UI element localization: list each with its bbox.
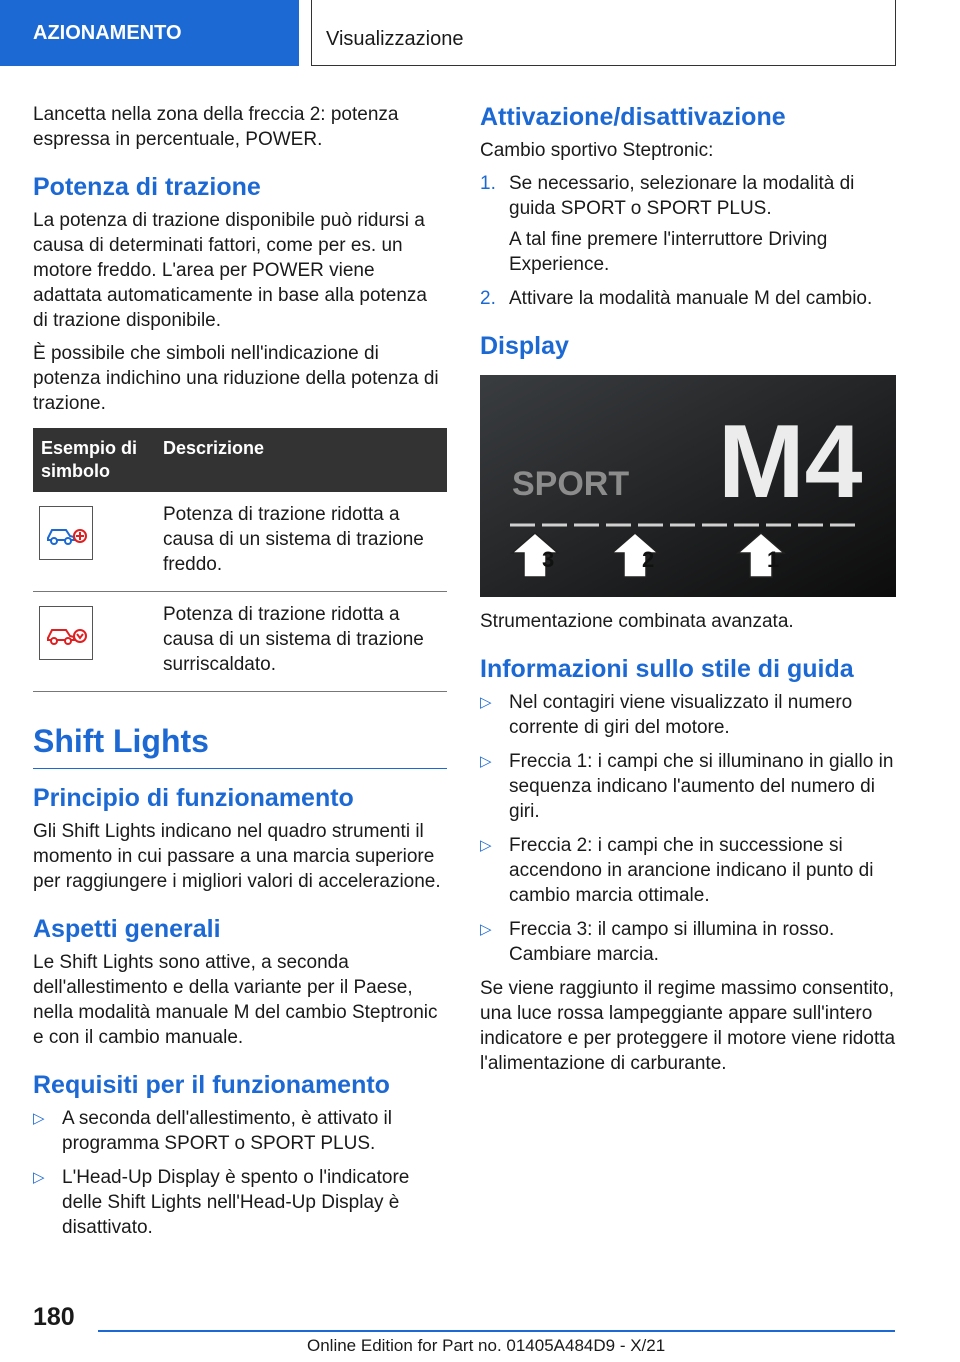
symbol-cell	[33, 492, 155, 592]
principle-paragraph: Gli Shift Lights indicano nel quadro strumenti il momento in cui passare a una marcia superiore per raggiungere i migliori valori di accelerazione.	[33, 821, 441, 892]
triangle-bullet-icon: ▷	[480, 753, 492, 770]
section-header	[311, 0, 896, 66]
figure-caption: Strumentazione combinata avanzata.	[480, 611, 794, 632]
section-title: Visualizzazione	[326, 28, 464, 50]
description-cell: Potenza di trazione ridotta a causa di un sistema di trazione surriscaldato.	[155, 592, 447, 692]
step-number: 1.	[480, 173, 496, 194]
heading-display: Display	[480, 332, 569, 360]
list-item: ▷ Freccia 2: i campi che in successione si accendono in arancione indicano il punto di cambio marcia ottimale.	[480, 835, 874, 906]
step-text: Attivare la modalità manuale M del cambio.	[509, 288, 873, 309]
step-number: 2.	[480, 288, 496, 309]
heading-requirements: Requisiti per il funzionamento	[33, 1071, 390, 1099]
list-item	[480, 171, 896, 277]
symbol-table	[33, 428, 447, 692]
traction-paragraph-1: La potenza di trazione disponibile può ridursi a causa di determinati fattori, come per es. un motore freddo. L'area per POWER viene adattata automaticamente in base alla potenza di trazione disponibile.	[33, 210, 427, 331]
edition-note: Online Edition for Part no. 01405A484D9 - X/21	[307, 1336, 666, 1355]
step-text: Se necessario, selezionare la modalità di guida SPORT o SPORT PLUS.	[509, 173, 855, 219]
list-item	[480, 286, 896, 311]
traction-paragraph-2: È possibile che simboli nell'indicazione di potenza indichino una riduzione della potenza di trazione.	[33, 343, 439, 414]
left-column	[33, 102, 447, 1249]
car-hot-warning-icon	[39, 606, 93, 660]
steps-list	[480, 171, 896, 311]
list-item: ▷ Freccia 3: il campo si illumina in rosso. Cambiare marcia.	[480, 919, 835, 965]
triangle-bullet-icon: ▷	[33, 1169, 45, 1186]
triangle-bullet-icon: ▷	[33, 1110, 45, 1127]
footer-divider	[98, 1330, 895, 1332]
chapter-tab	[0, 0, 299, 66]
heading-traction: Potenza di trazione	[33, 173, 261, 201]
arrow-label-2: 2	[642, 547, 655, 572]
arrow-label-3: 3	[542, 547, 555, 572]
triangle-bullet-icon: ▷	[480, 837, 492, 854]
list-item: ▷ L'Head-Up Display è spento o l'indicatore delle Shift Lights nell'Head-Up Display è disattivato.	[33, 1167, 410, 1238]
arrow-label-1: 1	[767, 547, 780, 572]
general-paragraph: Le Shift Lights sono attive, a seconda dell'allestimento e della variante per il Paese, nella modalità manuale M del cambio Steptronic e con il cambio manuale.	[33, 952, 438, 1048]
symbol-cell	[33, 592, 155, 692]
table-row	[33, 592, 447, 692]
heading-activation: Attivazione/disattivazione	[480, 103, 786, 131]
heading-driving-style: Informazioni sullo stile di guida	[480, 655, 854, 683]
heading-shift-lights: Shift Lights	[33, 722, 447, 769]
col-description: Descrizione	[155, 428, 447, 492]
driving-style-paragraph: Se viene raggiunto il regime massimo consentito, una luce rossa lampeggiante appare sull'intero indicatore e per proteggere il motore viene ridotta l'alimentazione di carburante.	[480, 978, 896, 1074]
list-item: ▷ Nel contagiri viene visualizzato il numero corrente di giri del motore.	[480, 692, 853, 738]
chapter-title: AZIONAMENTO	[33, 21, 182, 44]
triangle-bullet-icon: ▷	[480, 921, 492, 938]
car-cold-warning-icon	[39, 506, 93, 560]
instrument-cluster-figure	[480, 375, 896, 597]
gear-indicator: M4	[718, 404, 863, 520]
heading-general: Aspetti generali	[33, 915, 221, 943]
list-item: ▷ Freccia 1: i campi che si illuminano in giallo in sequenza indicano l'aumento del numero di giri.	[480, 751, 894, 822]
table-header-row	[33, 428, 447, 492]
step-subtext: A tal fine premere l'interruttore Driving Experience.	[509, 229, 828, 275]
heading-principle: Principio di funzionamento	[33, 784, 354, 812]
col-symbol: Esempio di simbolo	[33, 428, 155, 492]
driving-style-list	[480, 690, 896, 967]
list-item: ▷ A seconda dell'allestimento, è attivato il programma SPORT o SPORT PLUS.	[33, 1108, 392, 1154]
page-number: 180	[33, 1303, 75, 1331]
intro-paragraph: Lancetta nella zona della freccia 2: potenza espressa in percentuale, POWER.	[33, 104, 399, 150]
requirements-list	[33, 1106, 447, 1240]
sport-mode-label: SPORT	[512, 465, 630, 503]
activation-paragraph: Cambio sportivo Steptronic:	[480, 140, 714, 161]
description-cell: Potenza di trazione ridotta a causa di un sistema di trazione freddo.	[155, 492, 447, 592]
right-column	[480, 102, 896, 1084]
table-row	[33, 492, 447, 592]
triangle-bullet-icon: ▷	[480, 694, 492, 711]
